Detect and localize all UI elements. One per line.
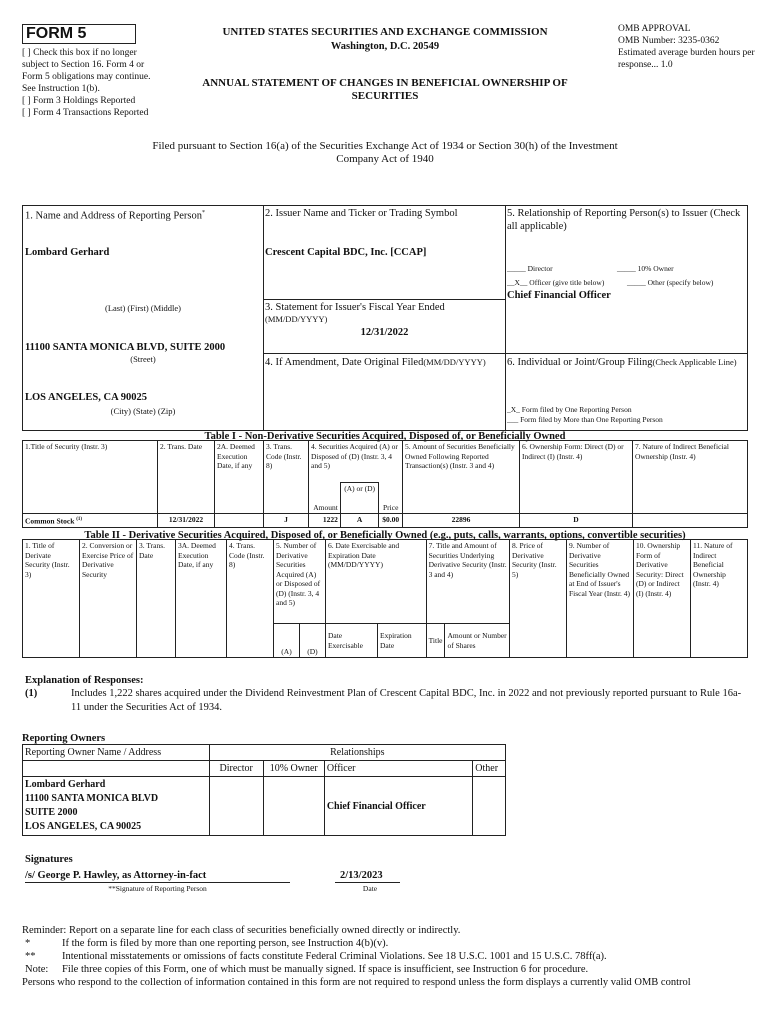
- t1-footnote: (1): [76, 517, 83, 522]
- t2-sub-amount: Amount or Number of Shares: [445, 624, 510, 658]
- t1-amount: 1222: [309, 514, 341, 528]
- t1-col-ownership-form: 6. Ownership Form: Direct (D) or Indirect (I) (Instr. 4): [520, 441, 633, 514]
- t1-sub-amount: Amount: [309, 483, 341, 514]
- check-no-longer-subject[interactable]: [ ] Check this box if no longer subject to Section 16. Form 4 or Form 5 obligations may continue. See Instruction 1(b).: [22, 48, 151, 94]
- t1-col-title: 1.Title of Security (Instr. 3): [23, 441, 158, 514]
- t1-col-deemed: 2A. Deemed Execution Date, if any: [215, 441, 264, 514]
- t2-col-price: 8. Price of Derivative Security (Instr. 5): [510, 540, 567, 658]
- t1-sub-ad: (A) or (D): [340, 483, 379, 514]
- relationship-box: [505, 205, 748, 431]
- officer-title: Chief Financial Officer: [507, 290, 611, 301]
- city-caption: (City) (State) (Zip): [110, 406, 176, 416]
- t2-col-trans-date: 3. Trans. Date: [137, 540, 176, 658]
- t2-col-conversion: 2. Conversion or Exercise Price of Derivative Security: [80, 540, 137, 658]
- footer-note2: Intentional misstatements or omissions of facts constitute Federal Criminal Violations. See 18 U.S.C. 1001 and 15 U.S.C. 78ff(a).: [62, 951, 607, 962]
- t1-col-acquired: 4. Securities Acquired (A) or Disposed of (D) (Instr. 3, 4 and 5): [309, 441, 403, 483]
- table2: [22, 539, 748, 658]
- footer-reminder: Reminder: Report on a separate line for each class of securities beneficially owned directly or indirectly.: [22, 925, 461, 936]
- owners-table: [22, 744, 506, 836]
- t2-sub-a: (A): [274, 624, 300, 658]
- rel-director[interactable]: _____ Director: [507, 264, 553, 273]
- footer-note1-mark: *: [25, 938, 31, 949]
- t1-form: D: [520, 514, 633, 528]
- amendment-label: 4. If Amendment, Date Original Filed(MM/DD/YYYY): [265, 357, 486, 368]
- date-caption: Date: [362, 884, 378, 893]
- footer-note: File three copies of this Form, one of which must be manually signed. If space is insufficient, see Instruction 6 for procedure.: [62, 964, 589, 975]
- t2-col-nature: 11. Nature of Indirect Beneficial Ownership (Instr. 4): [691, 540, 748, 658]
- t1-col-owned: 5. Amount of Securities Beneficially Owned Following Reported Transaction(s) (Instr. 3 and 4): [403, 441, 520, 514]
- amendment-format: (MM/DD/YYYY): [423, 357, 486, 367]
- table1: [22, 440, 748, 528]
- fiscal-date: 12/31/2022: [360, 327, 409, 338]
- owner-officer: Chief Financial Officer: [324, 777, 472, 836]
- t2-col-owned: 9. Number of Derivative Securities Beneficially Owned at End of Issuer's Fiscal Year (Instr. 4): [567, 540, 634, 658]
- relationship-label: 5. Relationship of Reporting Person(s) to Issuer (Check all applicable): [507, 208, 741, 232]
- t1-deemed-date: [215, 514, 264, 528]
- fiscal-label: 3. Statement for Issuer's Fiscal Year Ended: [265, 302, 445, 313]
- name-caption: (Last) (First) (Middle): [104, 303, 181, 313]
- rel-other[interactable]: _____ Other (specify below): [627, 278, 714, 287]
- t1-security: Common Stock $^{(1)}$: [23, 514, 158, 528]
- t2-col-ownership-form: 10. Ownership Form of Derivative Security: Direct (D) or Indirect (I) (Instr. 4): [634, 540, 691, 658]
- table-row: [23, 514, 748, 528]
- filing-one-person[interactable]: _X_ Form filed by One Reporting Person: [507, 405, 632, 414]
- filing-label: 6. Individual or Joint/Group Filing(Check Applicable Line): [507, 357, 737, 368]
- signatures-heading: Signatures: [25, 854, 73, 865]
- statement-title: ANNUAL STATEMENT OF CHANGES IN BENEFICIAL OWNERSHIP OF SECURITIES: [202, 77, 568, 102]
- t2-col-code: 4. Trans. Code (Instr. 8): [227, 540, 274, 658]
- owners-col-director: Director: [209, 761, 263, 777]
- t1-date: 12/31/2022: [158, 514, 215, 528]
- t1-ad: A: [340, 514, 379, 528]
- t2-col-underlying: 7. Title and Amount of Securities Underlying Derivative Security (Instr. 3 and 4): [426, 540, 509, 624]
- t1-col-nature: 7. Nature of Indirect Beneficial Ownership (Instr. 4): [633, 441, 748, 514]
- footer-note-mark: Note:: [25, 964, 49, 975]
- omb-title: OMB APPROVAL: [618, 24, 691, 34]
- reporting-person-label: 1. Name and Address of Reporting Person*: [25, 210, 206, 222]
- issuer-label: 2. Issuer Name and Ticker or Trading Symbol: [265, 208, 458, 219]
- reporting-person-city: LOS ANGELES, CA 90025: [25, 392, 147, 403]
- form-title: FORM 5: [26, 25, 87, 42]
- reporting-person-name: Lombard Gerhard: [25, 247, 110, 258]
- t1-col-code: 3. Trans. Code (Instr. 8): [264, 441, 309, 514]
- t1-price: $0.00: [379, 514, 403, 528]
- t2-sub-expiration: Expiration Date: [378, 624, 427, 658]
- footer-persons: Persons who respond to the collection of information contained in this form are not required to respond unless the form displays a currently valid OMB control: [22, 977, 691, 988]
- explanation-heading: Explanation of Responses:: [25, 675, 144, 686]
- owners-col-officer: Officer: [324, 761, 472, 777]
- signer-name: /s/ George P. Hawley, as Attorney-in-fact: [25, 870, 207, 881]
- t2-col-number: 5. Number of Derivative Securities Acquired (A) or Disposed of (D) (Instr. 3, 4 and 5): [274, 540, 326, 624]
- footer-note1: If the form is filed by more than one reporting person, see Instruction 4(b)(v).: [62, 938, 389, 949]
- owners-col-ten: 10% Owner: [263, 761, 324, 777]
- street-caption: (Street): [130, 354, 156, 364]
- explanation-text: Includes 1,222 shares acquired under the Dividend Reinvestment Plan of Crescent Capital BDC, Inc. in 2022 and not previously reported pursuant to Rule 16a-11 under the Securities Act of 1934.: [71, 688, 742, 713]
- t2-sub-exercisable: Date Exercisable: [325, 624, 377, 658]
- owner-address: Lombard Gerhard 11100 SANTA MONICA BLVD SUITE 2000 LOS ANGELES, CA 90025: [23, 777, 210, 836]
- t2-sub-title: Title: [426, 624, 445, 658]
- check-form4-transactions[interactable]: [ ] Form 4 Transactions Reported: [22, 108, 149, 118]
- t1-col-trans-date: 2. Trans. Date: [158, 441, 215, 514]
- owners-col-name: Reporting Owner Name / Address: [23, 745, 210, 761]
- t2-col-title: 1. Title of Derivate Security (Instr. 3): [23, 540, 80, 658]
- t1-sub-price: Price: [379, 483, 403, 514]
- table2-title: Table II - Derivative Securities Acquired, Disposed of, or Beneficially Owned (e.g., puts, calls, warrants, options, convertible securities): [84, 530, 686, 541]
- agency-city: Washington, D.C. 20549: [330, 41, 440, 52]
- table1-title: Table I - Non-Derivative Securities Acquired, Disposed of, or Beneficially Owned: [204, 431, 566, 442]
- table-row: [23, 777, 506, 836]
- filing-suffix: (Check Applicable Line): [652, 357, 737, 367]
- form-check-options: [22, 47, 152, 119]
- explanation-num: (1): [25, 688, 38, 699]
- filed-pursuant: Filed pursuant to Section 16(a) of the Securities Exchange Act of 1934 or Section 30(h) of the Investment Company Act of 1940: [152, 140, 618, 165]
- footer-note2-mark: **: [25, 951, 36, 962]
- signature-date: 2/13/2023: [340, 870, 383, 881]
- omb-number: OMB Number: 3235-0362: [618, 36, 720, 46]
- t2-col-deemed: 3A. Deemed Execution Date, if any: [176, 540, 227, 658]
- rel-ten-percent[interactable]: _____ 10% Owner: [617, 264, 674, 273]
- omb-approval: [618, 23, 758, 71]
- rel-officer[interactable]: __X__ Officer (give title below): [507, 278, 605, 287]
- reporting-person-marker: *: [202, 210, 206, 216]
- fiscal-format: (MM/DD/YYYY): [265, 314, 328, 324]
- filing-more-persons[interactable]: ___ Form filed by More than One Reporting Person: [507, 415, 663, 424]
- t1-code: J: [264, 514, 309, 528]
- owners-col-other: Other: [473, 761, 506, 777]
- omb-burden: Estimated average burden hours per response... 1.0: [618, 48, 755, 70]
- agency-name: UNITED STATES SECURITIES AND EXCHANGE COMMISSION: [222, 26, 548, 38]
- t2-col-dates: 6. Date Exercisable and Expiration Date (MM/DD/YYYY): [325, 540, 426, 624]
- owners-col-relationships: Relationships: [209, 745, 505, 761]
- t2-sub-d: (D): [299, 624, 325, 658]
- owners-heading: Reporting Owners: [22, 733, 106, 744]
- t1-nature: [633, 514, 748, 528]
- reporting-person-street: 11100 SANTA MONICA BLVD, SUITE 2000: [25, 342, 226, 353]
- check-form3-holdings[interactable]: [ ] Form 3 Holdings Reported: [22, 96, 136, 106]
- issuer-name: Crescent Capital BDC, Inc. [CCAP]: [265, 247, 427, 258]
- t1-owned: 22896: [403, 514, 520, 528]
- signature-caption: **Signature of Reporting Person: [108, 884, 207, 893]
